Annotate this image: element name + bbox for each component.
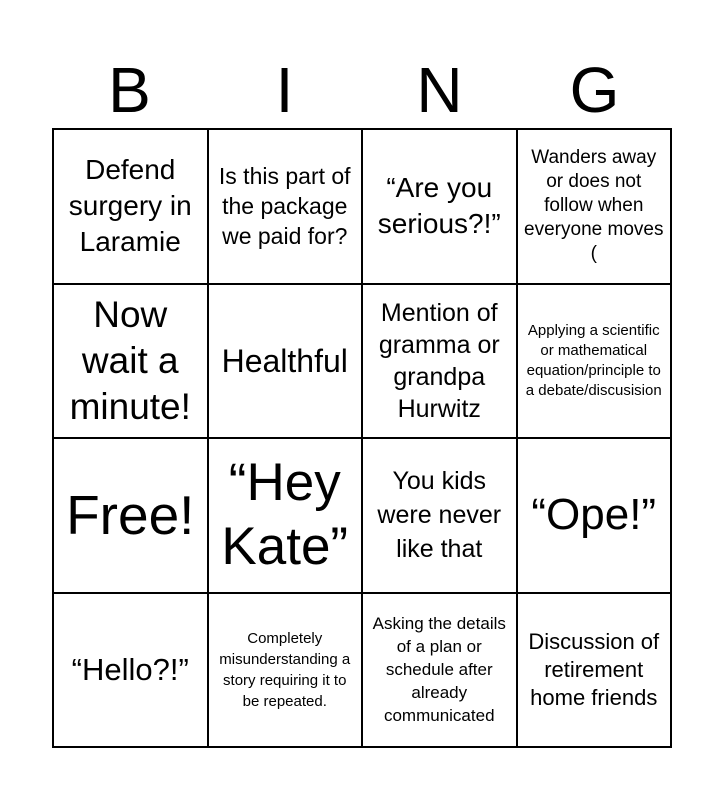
bingo-cell[interactable] <box>362 129 517 284</box>
bingo-cell[interactable] <box>208 438 363 593</box>
bingo-cell[interactable] <box>208 284 363 439</box>
bingo-cell[interactable] <box>53 129 208 284</box>
cell-text: Healthful <box>221 342 348 379</box>
bingo-board <box>52 128 672 748</box>
cell-text: Free! <box>66 484 195 547</box>
bingo-cell[interactable] <box>517 284 672 439</box>
header-letter-i: I <box>275 54 294 126</box>
cell-text: Asking the details of a plan or schedule after already communicated <box>372 614 506 726</box>
header-letter-n: N <box>416 54 463 126</box>
cell-text: Discussion of retirement home friends <box>528 628 660 710</box>
bingo-cell[interactable] <box>362 438 517 593</box>
cell-text: Now wait a minute! <box>69 293 191 427</box>
bingo-cell[interactable] <box>208 593 363 748</box>
bingo-cell[interactable] <box>362 593 517 748</box>
cell-text: “Are you serious?!” <box>377 172 501 240</box>
header-letter-b: B <box>108 54 151 126</box>
bingo-cell[interactable] <box>53 284 208 439</box>
bingo-cell[interactable] <box>517 129 672 284</box>
cell-text: Wanders away or does not follow when everyone moves ( <box>524 147 664 265</box>
cell-text: “Hey Kate” <box>221 453 349 577</box>
cell-text: Completely misunderstanding a story requiring it to be repeated. <box>219 629 351 710</box>
bingo-header <box>52 54 672 126</box>
cell-text: You kids were never like that <box>377 467 502 564</box>
bingo-cell[interactable] <box>362 284 517 439</box>
bingo-cell[interactable] <box>53 593 208 748</box>
bingo-cell[interactable] <box>208 129 363 284</box>
cell-text: Applying a scientific or mathematical equation/principle to a debate/discusision <box>525 321 662 399</box>
cell-text: Mention of gramma or grandpa Hurwitz <box>378 298 500 423</box>
bingo-cell[interactable] <box>517 438 672 593</box>
bingo-cell[interactable] <box>53 438 208 593</box>
cell-text: “Ope!” <box>531 490 657 540</box>
cell-text: “Hello?!” <box>71 651 189 687</box>
header-letter-g: G <box>569 54 620 126</box>
cell-text: Defend surgery in Laramie <box>68 154 192 258</box>
bingo-cell[interactable] <box>517 593 672 748</box>
cell-text: Is this part of the package we paid for? <box>218 163 351 250</box>
